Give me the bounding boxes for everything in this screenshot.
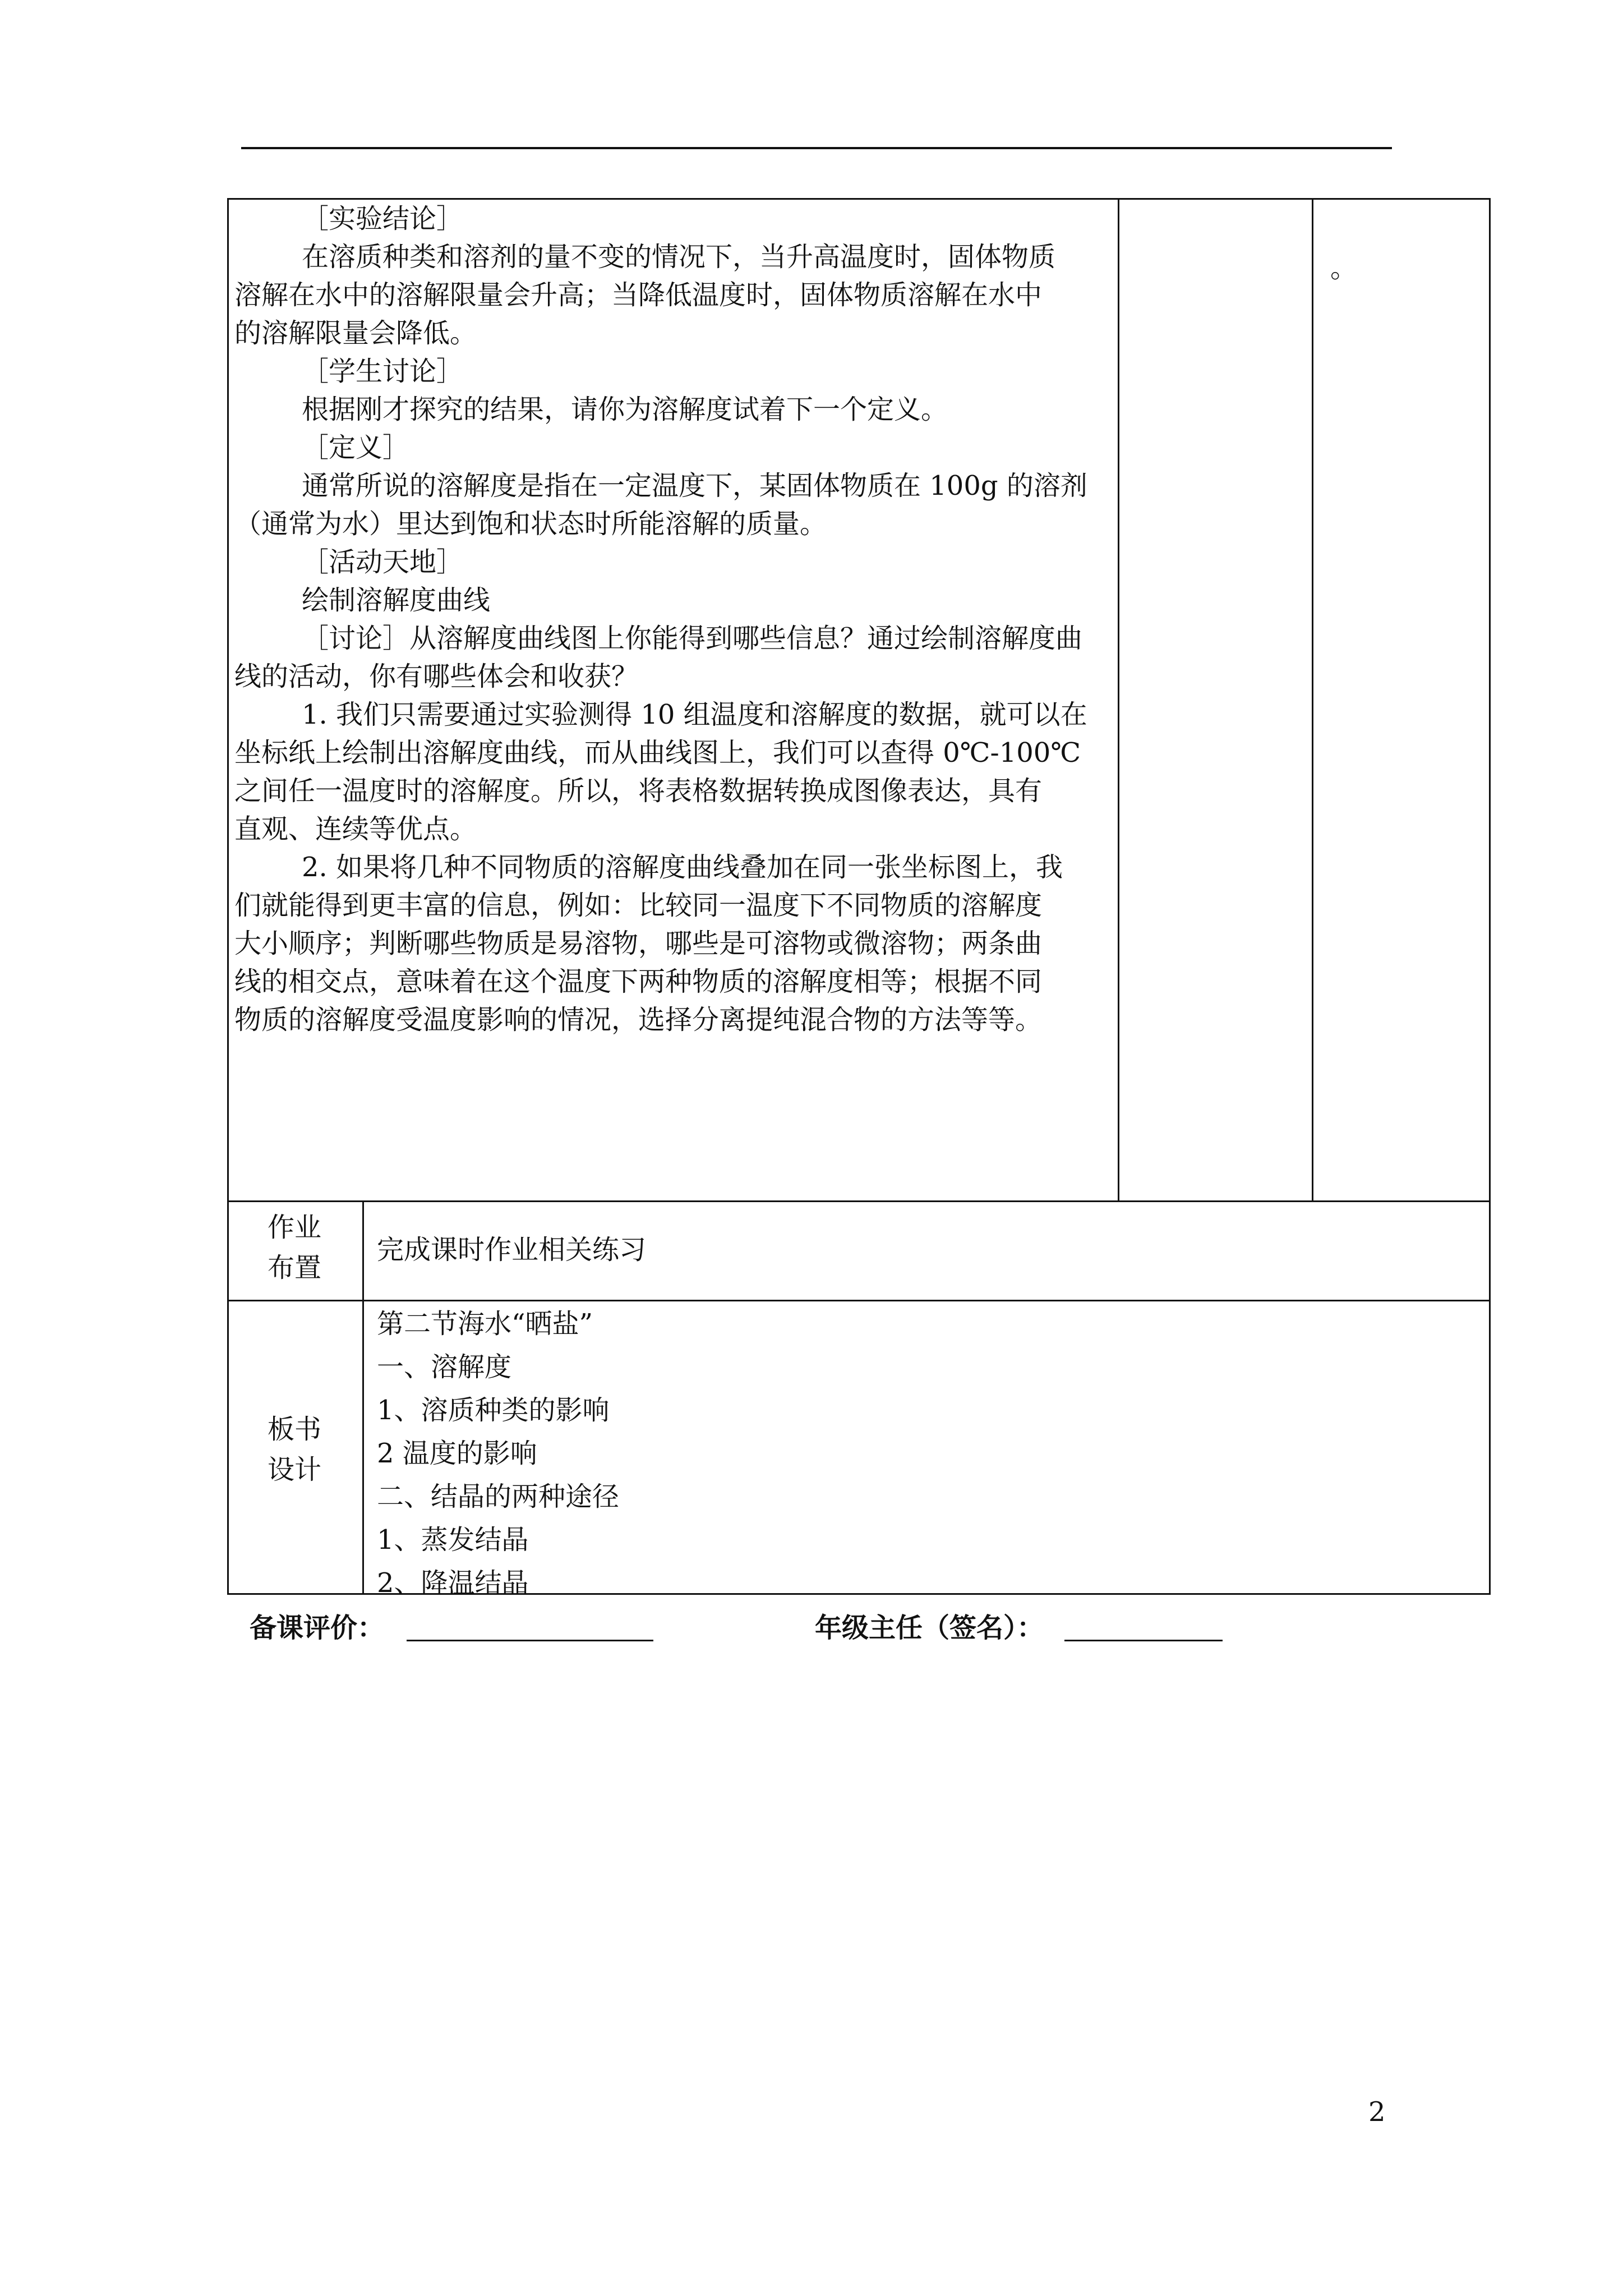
point-1-line-4: 直观、连续等优点。 xyxy=(234,813,477,845)
column-divider-2 xyxy=(1312,198,1313,1200)
heading-student-discussion: ［学生讨论］ xyxy=(302,356,464,387)
row-divider-2 xyxy=(227,1300,1491,1301)
homework-label-line-1: 作业 xyxy=(267,1212,321,1243)
point-1-line-3: 之间任一温度时的溶解度。所以，将表格数据转换成图像表达，具有 xyxy=(234,775,1043,807)
board-item-3: 1、溶质种类的影响 xyxy=(377,1395,610,1426)
discuss-line-2: 线的活动，你有哪些体会和收获？ xyxy=(234,661,639,692)
definition-line-2: （通常为水）里达到饱和状态时所能溶解的质量。 xyxy=(234,508,827,540)
evaluation-label: 备课评价： xyxy=(250,1612,385,1644)
activity-line-1: 绘制溶解度曲线 xyxy=(302,585,491,616)
point-2-line-5: 物质的溶解度受温度影响的情况，选择分离提纯混合物的方法等等。 xyxy=(234,1004,1043,1036)
board-item-7: 2、降温结晶 xyxy=(377,1567,529,1599)
page-number: 2 xyxy=(1368,2096,1386,2128)
homework-label-line-2: 布置 xyxy=(267,1252,321,1283)
homework-content: 完成课时作业相关练习 xyxy=(377,1234,647,1266)
column-divider-1 xyxy=(1118,198,1119,1200)
conclusion-line-2: 溶解在水中的溶解限量会升高；当降低温度时，固体物质溶解在水中 xyxy=(234,279,1043,311)
conclusion-line-1: 在溶质种类和溶剂的量不变的情况下，当升高温度时，固体物质 xyxy=(302,241,1056,273)
right-cell-mark: 。 xyxy=(1330,252,1358,284)
point-2-line-2: 们就能得到更丰富的信息，例如：比较同一温度下不同物质的溶解度 xyxy=(234,890,1043,921)
point-1-line-2: 坐标纸上绘制出溶解度曲线，而从曲线图上，我们可以查得 0℃-100℃ xyxy=(234,737,1081,769)
point-2-line-3: 大小顺序；判断哪些物质是易溶物，哪些是可溶物或微溶物；两条曲 xyxy=(234,928,1043,959)
evaluation-blank xyxy=(407,1640,653,1641)
header-rule xyxy=(241,147,1392,149)
definition-line-1: 通常所说的溶解度是指在一定温度下，某固体物质在 100g 的溶剂 xyxy=(302,470,1087,501)
heading-activity: ［活动天地］ xyxy=(302,546,464,578)
director-signature-blank xyxy=(1064,1640,1223,1641)
conclusion-line-3: 的溶解限量会降低。 xyxy=(234,318,477,349)
main-cell-content xyxy=(234,200,1109,1039)
board-label-line-1: 板书 xyxy=(267,1414,321,1445)
director-signature-label: 年级主任（签名）： xyxy=(815,1612,1044,1644)
point-2-line-4: 线的相交点，意味着在这个温度下两种物质的溶解度相等；根据不同 xyxy=(234,966,1043,997)
row-divider-1 xyxy=(227,1200,1491,1202)
point-2-line-1: 2. 如果将几种不同物质的溶解度曲线叠加在同一张坐标图上，我 xyxy=(302,852,1063,883)
label-column-divider xyxy=(362,1200,364,1595)
discussion-line-1: 根据刚才探究的结果，请你为溶解度试着下一个定义。 xyxy=(302,394,948,425)
board-item-5: 二、结晶的两种途径 xyxy=(377,1481,620,1512)
board-item-4: 2 温度的影响 xyxy=(377,1438,537,1469)
heading-experiment-conclusion: ［实验结论］ xyxy=(302,203,464,234)
board-item-1: 第二节海水“晒盐” xyxy=(377,1308,593,1340)
board-item-2: 一、溶解度 xyxy=(377,1351,512,1383)
board-item-6: 1、蒸发结晶 xyxy=(377,1524,529,1556)
board-label-line-2: 设计 xyxy=(267,1454,321,1485)
heading-definition: ［定义］ xyxy=(302,432,410,463)
point-1-line-1: 1. 我们只需要通过实验测得 10 组温度和溶解度的数据，就可以在 xyxy=(302,699,1087,730)
discuss-line-1: ［讨论］从溶解度曲线图上你能得到哪些信息？通过绘制溶解度曲 xyxy=(302,623,1083,654)
